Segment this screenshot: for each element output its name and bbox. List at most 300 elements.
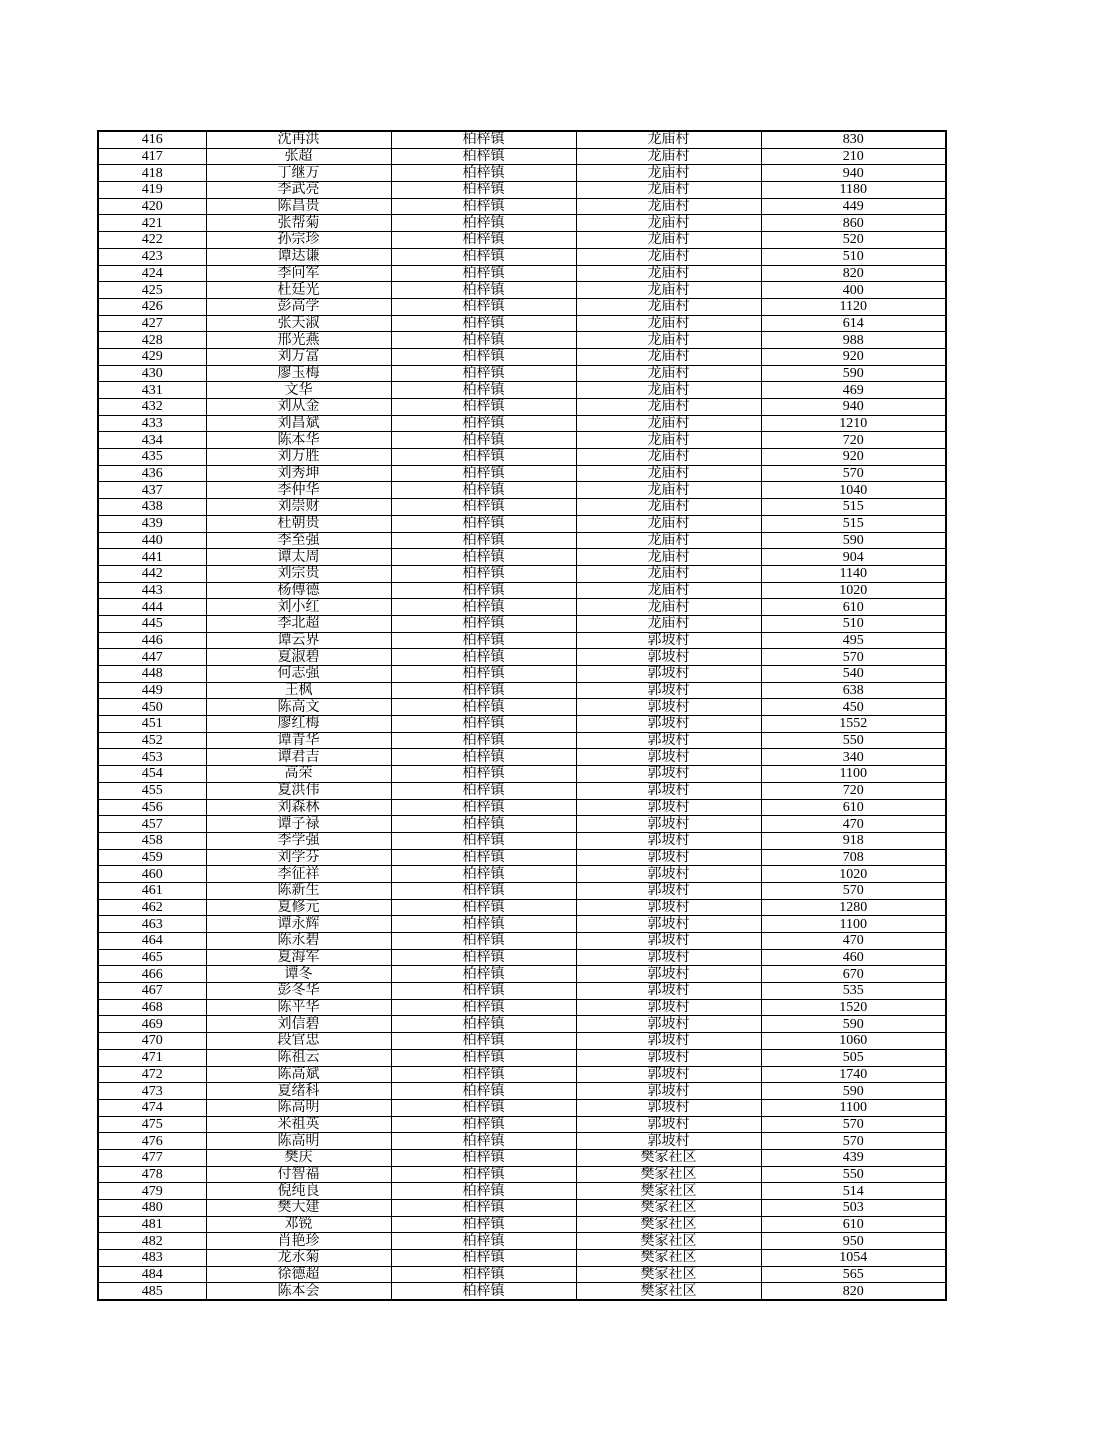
amount-cell: 950 xyxy=(761,1233,946,1250)
table-row xyxy=(98,849,946,866)
row-number-cell: 479 xyxy=(98,1183,206,1200)
amount-cell: 210 xyxy=(761,148,946,165)
amount-cell: 590 xyxy=(761,1083,946,1100)
village-cell: 郭坡村 xyxy=(576,949,761,966)
name-cell: 谭子禄 xyxy=(206,816,391,833)
table-row xyxy=(98,131,946,148)
row-number-cell: 431 xyxy=(98,382,206,399)
row-number-cell: 460 xyxy=(98,866,206,883)
town-cell: 柏梓镇 xyxy=(391,515,576,532)
row-number-cell: 468 xyxy=(98,999,206,1016)
town-cell: 柏梓镇 xyxy=(391,449,576,466)
town-cell: 柏梓镇 xyxy=(391,933,576,950)
name-cell: 邓锐 xyxy=(206,1216,391,1233)
village-cell: 郭坡村 xyxy=(576,916,761,933)
village-cell: 龙庙村 xyxy=(576,582,761,599)
amount-cell: 918 xyxy=(761,832,946,849)
row-number-cell: 435 xyxy=(98,449,206,466)
amount-cell: 610 xyxy=(761,1216,946,1233)
row-number-cell: 443 xyxy=(98,582,206,599)
village-cell: 郭坡村 xyxy=(576,799,761,816)
town-cell: 柏梓镇 xyxy=(391,165,576,182)
name-cell: 夏修元 xyxy=(206,899,391,916)
amount-cell: 920 xyxy=(761,348,946,365)
table-row xyxy=(98,983,946,1000)
town-cell: 柏梓镇 xyxy=(391,916,576,933)
village-cell: 龙庙村 xyxy=(576,332,761,349)
row-number-cell: 423 xyxy=(98,248,206,265)
row-number-cell: 458 xyxy=(98,832,206,849)
town-cell: 柏梓镇 xyxy=(391,1149,576,1166)
table-row xyxy=(98,465,946,482)
village-cell: 樊家社区 xyxy=(576,1216,761,1233)
amount-cell: 920 xyxy=(761,449,946,466)
village-cell: 龙庙村 xyxy=(576,165,761,182)
amount-cell: 550 xyxy=(761,732,946,749)
village-cell: 龙庙村 xyxy=(576,532,761,549)
town-cell: 柏梓镇 xyxy=(391,215,576,232)
amount-cell: 830 xyxy=(761,131,946,148)
village-cell: 龙庙村 xyxy=(576,232,761,249)
name-cell: 肖艳珍 xyxy=(206,1233,391,1250)
table-row xyxy=(98,732,946,749)
town-cell: 柏梓镇 xyxy=(391,1016,576,1033)
name-cell: 谭太周 xyxy=(206,549,391,566)
village-cell: 龙庙村 xyxy=(576,282,761,299)
table-row xyxy=(98,1166,946,1183)
table-row xyxy=(98,699,946,716)
table-row xyxy=(98,1233,946,1250)
amount-cell: 590 xyxy=(761,365,946,382)
town-cell: 柏梓镇 xyxy=(391,716,576,733)
amount-cell: 510 xyxy=(761,248,946,265)
amount-cell: 940 xyxy=(761,165,946,182)
village-cell: 郭坡村 xyxy=(576,632,761,649)
row-number-cell: 465 xyxy=(98,949,206,966)
row-number-cell: 459 xyxy=(98,849,206,866)
table-row xyxy=(98,565,946,582)
town-cell: 柏梓镇 xyxy=(391,732,576,749)
amount-cell: 570 xyxy=(761,1133,946,1150)
row-number-cell: 480 xyxy=(98,1200,206,1217)
village-cell: 樊家社区 xyxy=(576,1183,761,1200)
town-cell: 柏梓镇 xyxy=(391,182,576,199)
table-row xyxy=(98,348,946,365)
name-cell: 廖玉梅 xyxy=(206,365,391,382)
town-cell: 柏梓镇 xyxy=(391,832,576,849)
amount-cell: 1060 xyxy=(761,1033,946,1050)
town-cell: 柏梓镇 xyxy=(391,248,576,265)
town-cell: 柏梓镇 xyxy=(391,1099,576,1116)
amount-cell: 638 xyxy=(761,682,946,699)
table-row xyxy=(98,382,946,399)
town-cell: 柏梓镇 xyxy=(391,315,576,332)
table-body xyxy=(98,131,946,1300)
amount-cell: 1210 xyxy=(761,415,946,432)
name-cell: 樊庆 xyxy=(206,1149,391,1166)
row-number-cell: 477 xyxy=(98,1149,206,1166)
table-row xyxy=(98,1066,946,1083)
name-cell: 张天淑 xyxy=(206,315,391,332)
row-number-cell: 449 xyxy=(98,682,206,699)
village-cell: 龙庙村 xyxy=(576,482,761,499)
table-row xyxy=(98,632,946,649)
amount-cell: 1552 xyxy=(761,716,946,733)
name-cell: 刘信碧 xyxy=(206,1016,391,1033)
table-row xyxy=(98,415,946,432)
amount-cell: 904 xyxy=(761,549,946,566)
table-row xyxy=(98,198,946,215)
name-cell: 米祖英 xyxy=(206,1116,391,1133)
name-cell: 丁继万 xyxy=(206,165,391,182)
name-cell: 陈本华 xyxy=(206,432,391,449)
row-number-cell: 432 xyxy=(98,399,206,416)
town-cell: 柏梓镇 xyxy=(391,399,576,416)
village-cell: 郭坡村 xyxy=(576,966,761,983)
town-cell: 柏梓镇 xyxy=(391,649,576,666)
table-row xyxy=(98,816,946,833)
table-row xyxy=(98,549,946,566)
row-number-cell: 422 xyxy=(98,232,206,249)
amount-cell: 1020 xyxy=(761,582,946,599)
table-row xyxy=(98,1049,946,1066)
town-cell: 柏梓镇 xyxy=(391,1066,576,1083)
amount-cell: 1054 xyxy=(761,1250,946,1267)
village-cell: 郭坡村 xyxy=(576,649,761,666)
amount-cell: 550 xyxy=(761,1166,946,1183)
table-row xyxy=(98,182,946,199)
table-row xyxy=(98,1083,946,1100)
village-cell: 郭坡村 xyxy=(576,1016,761,1033)
name-cell: 谭云界 xyxy=(206,632,391,649)
name-cell: 孙宗珍 xyxy=(206,232,391,249)
town-cell: 柏梓镇 xyxy=(391,766,576,783)
table-row xyxy=(98,866,946,883)
row-number-cell: 461 xyxy=(98,882,206,899)
village-cell: 龙庙村 xyxy=(576,148,761,165)
town-cell: 柏梓镇 xyxy=(391,749,576,766)
town-cell: 柏梓镇 xyxy=(391,232,576,249)
name-cell: 倪纯良 xyxy=(206,1183,391,1200)
town-cell: 柏梓镇 xyxy=(391,983,576,1000)
name-cell: 李仲华 xyxy=(206,482,391,499)
table-row xyxy=(98,282,946,299)
row-number-cell: 444 xyxy=(98,599,206,616)
village-cell: 郭坡村 xyxy=(576,1133,761,1150)
row-number-cell: 452 xyxy=(98,732,206,749)
table-row xyxy=(98,1266,946,1283)
village-cell: 郭坡村 xyxy=(576,749,761,766)
table-row xyxy=(98,265,946,282)
town-cell: 柏梓镇 xyxy=(391,699,576,716)
name-cell: 陈高明 xyxy=(206,1133,391,1150)
table-row xyxy=(98,1116,946,1133)
town-cell: 柏梓镇 xyxy=(391,782,576,799)
village-cell: 樊家社区 xyxy=(576,1200,761,1217)
row-number-cell: 438 xyxy=(98,499,206,516)
name-cell: 文华 xyxy=(206,382,391,399)
table-row xyxy=(98,432,946,449)
amount-cell: 515 xyxy=(761,499,946,516)
village-cell: 郭坡村 xyxy=(576,832,761,849)
row-number-cell: 457 xyxy=(98,816,206,833)
amount-cell: 1100 xyxy=(761,1099,946,1116)
row-number-cell: 453 xyxy=(98,749,206,766)
row-number-cell: 446 xyxy=(98,632,206,649)
town-cell: 柏梓镇 xyxy=(391,999,576,1016)
row-number-cell: 421 xyxy=(98,215,206,232)
amount-cell: 1120 xyxy=(761,298,946,315)
row-number-cell: 430 xyxy=(98,365,206,382)
amount-cell: 614 xyxy=(761,315,946,332)
table-row xyxy=(98,332,946,349)
town-cell: 柏梓镇 xyxy=(391,332,576,349)
row-number-cell: 436 xyxy=(98,465,206,482)
town-cell: 柏梓镇 xyxy=(391,282,576,299)
name-cell: 刘万胜 xyxy=(206,449,391,466)
amount-cell: 439 xyxy=(761,1149,946,1166)
name-cell: 杨傅德 xyxy=(206,582,391,599)
amount-cell: 503 xyxy=(761,1200,946,1217)
town-cell: 柏梓镇 xyxy=(391,415,576,432)
amount-cell: 1020 xyxy=(761,866,946,883)
town-cell: 柏梓镇 xyxy=(391,1116,576,1133)
row-number-cell: 473 xyxy=(98,1083,206,1100)
town-cell: 柏梓镇 xyxy=(391,532,576,549)
row-number-cell: 416 xyxy=(98,131,206,148)
town-cell: 柏梓镇 xyxy=(391,148,576,165)
amount-cell: 988 xyxy=(761,332,946,349)
name-cell: 夏洪伟 xyxy=(206,782,391,799)
village-cell: 龙庙村 xyxy=(576,432,761,449)
village-cell: 龙庙村 xyxy=(576,515,761,532)
table-row xyxy=(98,899,946,916)
amount-cell: 1140 xyxy=(761,565,946,582)
name-cell: 夏海军 xyxy=(206,949,391,966)
row-number-cell: 418 xyxy=(98,165,206,182)
row-number-cell: 445 xyxy=(98,615,206,632)
name-cell: 刘从金 xyxy=(206,399,391,416)
village-cell: 郭坡村 xyxy=(576,1033,761,1050)
row-number-cell: 464 xyxy=(98,933,206,950)
row-number-cell: 467 xyxy=(98,983,206,1000)
table-row xyxy=(98,148,946,165)
village-cell: 樊家社区 xyxy=(576,1149,761,1166)
amount-cell: 720 xyxy=(761,782,946,799)
town-cell: 柏梓镇 xyxy=(391,899,576,916)
row-number-cell: 482 xyxy=(98,1233,206,1250)
name-cell: 刘学芬 xyxy=(206,849,391,866)
amount-cell: 540 xyxy=(761,666,946,683)
amount-cell: 340 xyxy=(761,749,946,766)
village-cell: 樊家社区 xyxy=(576,1283,761,1300)
town-cell: 柏梓镇 xyxy=(391,866,576,883)
table-row xyxy=(98,1216,946,1233)
name-cell: 谭达谦 xyxy=(206,248,391,265)
table-row xyxy=(98,499,946,516)
name-cell: 龙永菊 xyxy=(206,1250,391,1267)
name-cell: 段官忠 xyxy=(206,1033,391,1050)
name-cell: 樊大建 xyxy=(206,1200,391,1217)
town-cell: 柏梓镇 xyxy=(391,1200,576,1217)
row-number-cell: 471 xyxy=(98,1049,206,1066)
row-number-cell: 447 xyxy=(98,649,206,666)
name-cell: 杜朝贵 xyxy=(206,515,391,532)
table-row xyxy=(98,1283,946,1300)
amount-cell: 570 xyxy=(761,649,946,666)
village-cell: 龙庙村 xyxy=(576,348,761,365)
row-number-cell: 442 xyxy=(98,565,206,582)
town-cell: 柏梓镇 xyxy=(391,1133,576,1150)
village-cell: 樊家社区 xyxy=(576,1233,761,1250)
row-number-cell: 472 xyxy=(98,1066,206,1083)
name-cell: 李学强 xyxy=(206,832,391,849)
amount-cell: 1520 xyxy=(761,999,946,1016)
table-row xyxy=(98,1033,946,1050)
village-cell: 龙庙村 xyxy=(576,182,761,199)
amount-cell: 520 xyxy=(761,232,946,249)
name-cell: 陈祖云 xyxy=(206,1049,391,1066)
amount-cell: 460 xyxy=(761,949,946,966)
amount-cell: 449 xyxy=(761,198,946,215)
table-row xyxy=(98,666,946,683)
village-cell: 龙庙村 xyxy=(576,499,761,516)
row-number-cell: 469 xyxy=(98,1016,206,1033)
village-cell: 龙庙村 xyxy=(576,131,761,148)
town-cell: 柏梓镇 xyxy=(391,949,576,966)
table-row xyxy=(98,949,946,966)
village-cell: 郭坡村 xyxy=(576,1066,761,1083)
village-cell: 龙庙村 xyxy=(576,215,761,232)
name-cell: 刘崇财 xyxy=(206,499,391,516)
village-cell: 龙庙村 xyxy=(576,449,761,466)
table-row xyxy=(98,999,946,1016)
village-cell: 郭坡村 xyxy=(576,899,761,916)
name-cell: 李征祥 xyxy=(206,866,391,883)
village-cell: 郭坡村 xyxy=(576,866,761,883)
table-row xyxy=(98,799,946,816)
table-row xyxy=(98,599,946,616)
table-row xyxy=(98,1149,946,1166)
amount-cell: 505 xyxy=(761,1049,946,1066)
row-number-cell: 456 xyxy=(98,799,206,816)
name-cell: 高荣 xyxy=(206,766,391,783)
village-cell: 樊家社区 xyxy=(576,1266,761,1283)
town-cell: 柏梓镇 xyxy=(391,799,576,816)
amount-cell: 450 xyxy=(761,699,946,716)
table-row xyxy=(98,966,946,983)
row-number-cell: 424 xyxy=(98,265,206,282)
town-cell: 柏梓镇 xyxy=(391,265,576,282)
town-cell: 柏梓镇 xyxy=(391,966,576,983)
data-table xyxy=(97,130,947,1301)
town-cell: 柏梓镇 xyxy=(391,1166,576,1183)
town-cell: 柏梓镇 xyxy=(391,1049,576,1066)
town-cell: 柏梓镇 xyxy=(391,1233,576,1250)
name-cell: 李问军 xyxy=(206,265,391,282)
row-number-cell: 485 xyxy=(98,1283,206,1300)
table-row xyxy=(98,1250,946,1267)
village-cell: 龙庙村 xyxy=(576,265,761,282)
village-cell: 郭坡村 xyxy=(576,882,761,899)
name-cell: 陈平华 xyxy=(206,999,391,1016)
amount-cell: 590 xyxy=(761,1016,946,1033)
table-row xyxy=(98,832,946,849)
table-row xyxy=(98,649,946,666)
town-cell: 柏梓镇 xyxy=(391,465,576,482)
village-cell: 郭坡村 xyxy=(576,666,761,683)
table-row xyxy=(98,165,946,182)
amount-cell: 1280 xyxy=(761,899,946,916)
amount-cell: 670 xyxy=(761,966,946,983)
name-cell: 陈昌贵 xyxy=(206,198,391,215)
row-number-cell: 454 xyxy=(98,766,206,783)
row-number-cell: 437 xyxy=(98,482,206,499)
name-cell: 邢光燕 xyxy=(206,332,391,349)
row-number-cell: 463 xyxy=(98,916,206,933)
amount-cell: 535 xyxy=(761,983,946,1000)
table-row xyxy=(98,782,946,799)
town-cell: 柏梓镇 xyxy=(391,882,576,899)
village-cell: 龙庙村 xyxy=(576,365,761,382)
amount-cell: 400 xyxy=(761,282,946,299)
table-row xyxy=(98,582,946,599)
amount-cell: 590 xyxy=(761,532,946,549)
village-cell: 郭坡村 xyxy=(576,699,761,716)
row-number-cell: 475 xyxy=(98,1116,206,1133)
table-row xyxy=(98,515,946,532)
amount-cell: 570 xyxy=(761,1116,946,1133)
amount-cell: 565 xyxy=(761,1266,946,1283)
name-cell: 付智福 xyxy=(206,1166,391,1183)
table-row xyxy=(98,933,946,950)
table-row xyxy=(98,1200,946,1217)
village-cell: 龙庙村 xyxy=(576,549,761,566)
table-row xyxy=(98,482,946,499)
row-number-cell: 466 xyxy=(98,966,206,983)
amount-cell: 495 xyxy=(761,632,946,649)
name-cell: 谭君吉 xyxy=(206,749,391,766)
table-row xyxy=(98,248,946,265)
town-cell: 柏梓镇 xyxy=(391,382,576,399)
table-row xyxy=(98,766,946,783)
village-cell: 郭坡村 xyxy=(576,999,761,1016)
name-cell: 张帮菊 xyxy=(206,215,391,232)
amount-cell: 820 xyxy=(761,1283,946,1300)
amount-cell: 820 xyxy=(761,265,946,282)
village-cell: 郭坡村 xyxy=(576,1099,761,1116)
amount-cell: 469 xyxy=(761,382,946,399)
town-cell: 柏梓镇 xyxy=(391,582,576,599)
name-cell: 夏淑碧 xyxy=(206,649,391,666)
table-row xyxy=(98,1099,946,1116)
village-cell: 龙庙村 xyxy=(576,599,761,616)
town-cell: 柏梓镇 xyxy=(391,298,576,315)
town-cell: 柏梓镇 xyxy=(391,1216,576,1233)
amount-cell: 510 xyxy=(761,615,946,632)
town-cell: 柏梓镇 xyxy=(391,565,576,582)
name-cell: 李武亮 xyxy=(206,182,391,199)
village-cell: 龙庙村 xyxy=(576,315,761,332)
town-cell: 柏梓镇 xyxy=(391,682,576,699)
row-number-cell: 470 xyxy=(98,1033,206,1050)
name-cell: 陈高文 xyxy=(206,699,391,716)
amount-cell: 570 xyxy=(761,465,946,482)
row-number-cell: 462 xyxy=(98,899,206,916)
row-number-cell: 425 xyxy=(98,282,206,299)
name-cell: 徐德超 xyxy=(206,1266,391,1283)
village-cell: 樊家社区 xyxy=(576,1166,761,1183)
